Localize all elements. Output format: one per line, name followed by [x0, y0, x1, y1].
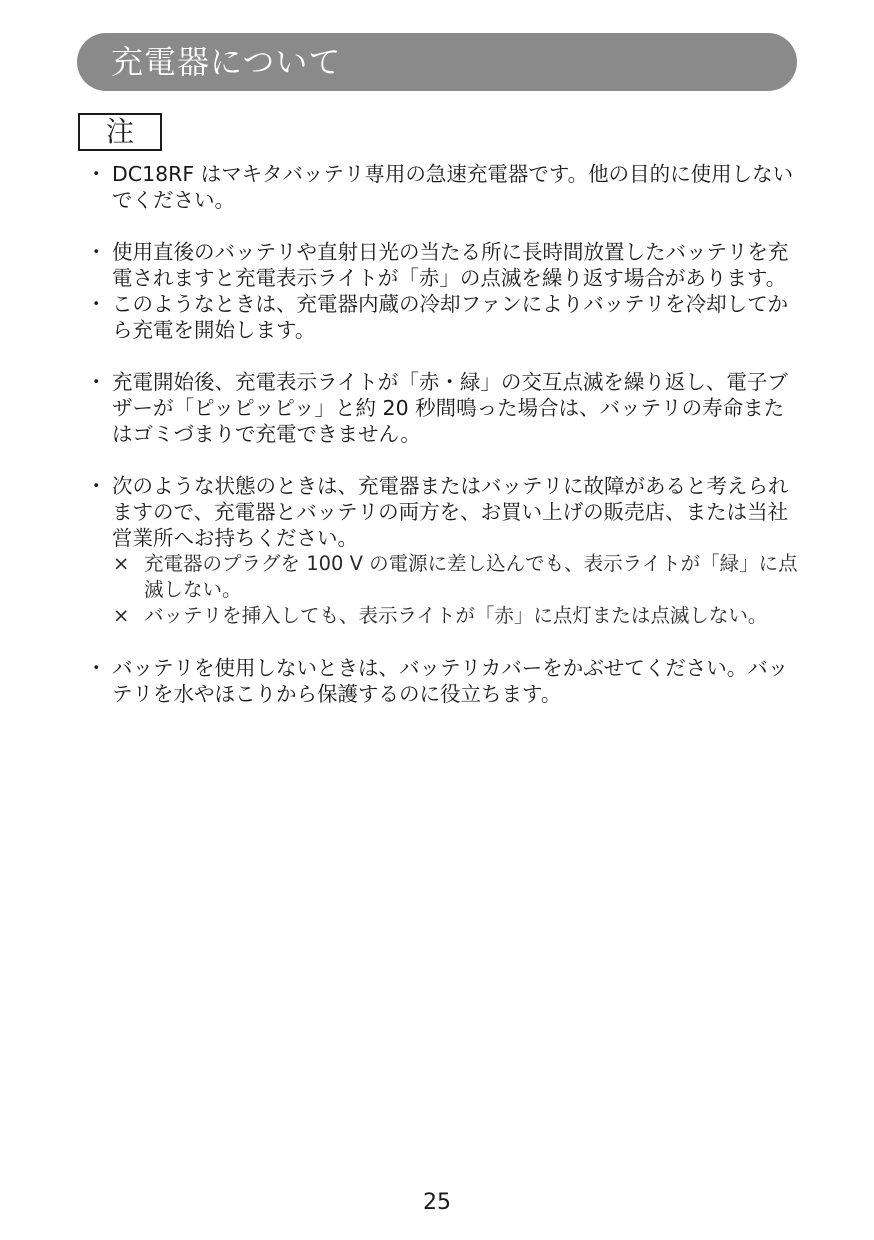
bullet-mark: ・ [86, 240, 107, 264]
sub-item [82, 551, 800, 603]
bullet-mark: ・ [86, 162, 107, 186]
sub-list [82, 551, 800, 629]
bullet-item [82, 239, 800, 291]
section-title: 充電器について [111, 43, 342, 81]
note-content [82, 161, 800, 707]
spacer [82, 343, 800, 369]
bullet-text: 次のような状態のときは、充電器またはバッテリに故障があると考えられますので、充電器とバッテリの両方を、お買い上げの販売店、または当社営業所へお持ちください。 [112, 474, 789, 550]
bullet-mark: ・ [86, 656, 107, 680]
sub-text: 充電器のプラグを 100 V の電源に差し込んでも、表示ライトが「緑」に点滅しない。 [144, 552, 798, 601]
bullet-text: このようなときは、充電器内蔵の冷却ファンによりバッテリを冷却してから充電を開始します。 [112, 292, 789, 342]
bullet-item [82, 369, 800, 447]
section-header [77, 33, 797, 91]
note-label: 注 [105, 115, 134, 148]
sub-item [82, 603, 800, 629]
bullet-text: バッテリを使用しないときは、バッテリカバーをかぶせてください。バッテリを水やほこりから保護するのに役立ちます。 [112, 656, 789, 706]
page-number: 25 [423, 1190, 451, 1215]
bullet-item [82, 473, 800, 551]
bullet-item [82, 161, 800, 213]
bullet-mark: ・ [86, 292, 107, 316]
bullet-mark: ・ [86, 370, 107, 394]
bullet-text: 使用直後のバッテリや直射日光の当たる所に長時間放置したバッテリを充電されますと充電表示ライトが「赤」の点滅を繰り返す場合があります。 [112, 240, 789, 290]
sub-text: バッテリを挿入しても、表示ライトが「赤」に点灯または点滅しない。 [144, 604, 768, 627]
bullet-text: 充電開始後、充電表示ライトが「赤・緑」の交互点滅を繰り返し、電子ブザーが「ピッピッピッ」と約 20 秒間鳴った場合は、バッテリの寿命またはゴミづまりで充電できません。 [112, 370, 788, 446]
bullet-item [82, 655, 800, 707]
bullet-text: DC18RF はマキタバッテリ専用の急速充電器です。他の目的に使用しないでください。 [112, 162, 794, 212]
cross-mark-icon: × [113, 552, 130, 575]
cross-mark-icon: × [113, 604, 130, 627]
bullet-mark: ・ [86, 474, 107, 498]
bullet-item [82, 291, 800, 343]
spacer [82, 447, 800, 473]
spacer [82, 213, 800, 239]
spacer [82, 629, 800, 655]
note-box [78, 113, 162, 151]
